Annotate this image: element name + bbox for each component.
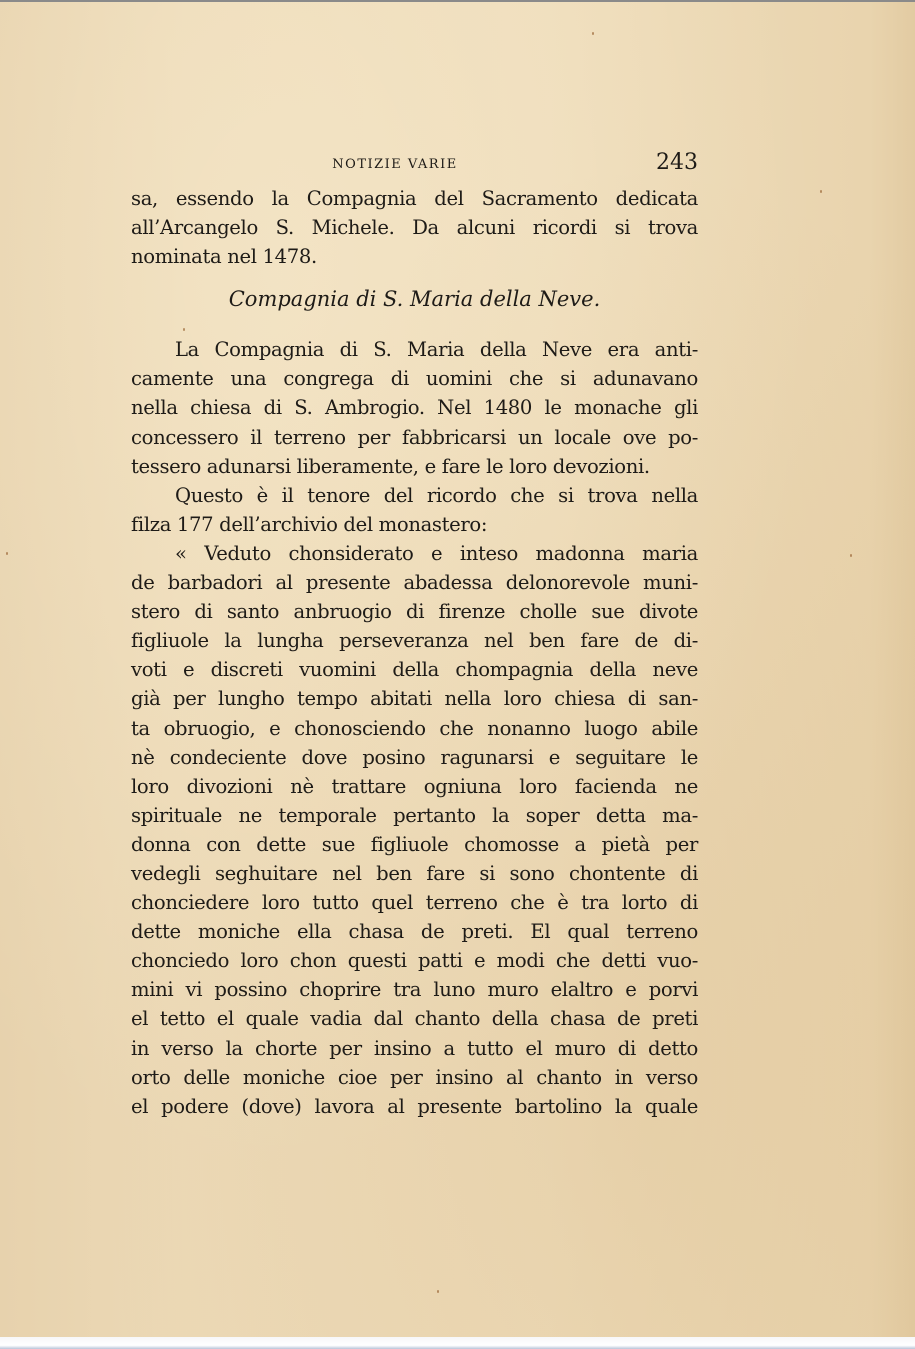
quotation-line: orto delle moniche cioe per insino al chanto in verso: [131, 1065, 698, 1089]
body-text: [131, 184, 698, 1121]
paper-fleck: [850, 554, 852, 557]
quotation-line: ta obruogio, e chonosciendo che nonanno luogo abile: [131, 716, 698, 740]
quotation-line: voti e discreti vuomini della chompagnia della neve: [131, 658, 698, 682]
running-title: NOTIZIE VARIE: [332, 157, 458, 172]
text-line: nominata nel 1478.: [131, 245, 317, 269]
quotation-line: loro divozioni nè trattare ogniuna loro facienda ne: [131, 774, 698, 798]
quotation-line: mini vi possino choprire tra luno muro elaltro e porvi: [131, 978, 698, 1002]
paper-fleck: [820, 190, 822, 193]
text-line: tessero adunarsi liberamente, e fare le loro devozioni.: [131, 454, 650, 478]
quotation-line: in verso la chorte per insino a tutto el muro di detto: [131, 1036, 698, 1060]
quotation-line: de barbadori al presente abadessa delonorevole muni-: [131, 571, 698, 595]
text-line: Questo è il tenore del ricordo che si trova nella: [175, 483, 698, 507]
quotation-line: el tetto el quale vadia dal chanto della chasa de preti: [131, 1007, 698, 1031]
quotation-line: donna con dette sue figliuole chomosse a pietà per: [131, 832, 698, 856]
text-line: camente una congrega di uomini che si adunavano: [131, 367, 698, 391]
page-number: 243: [656, 150, 698, 175]
quotation-line: stero di santo anbruogio di firenze cholle sue divote: [131, 600, 698, 624]
running-head: [130, 150, 698, 180]
quotation-line: chonciedere loro tutto quel terreno che è tra lorto di: [131, 891, 698, 915]
paper-fleck: [183, 328, 185, 331]
section-heading: Compagnia di S. Maria della Neve.: [228, 287, 601, 312]
quotation-line: nè condeciente dove posino ragunarsi e seguitare le: [131, 745, 698, 769]
quotation-line: figliuole la lungha perseveranza nel ben fare de di-: [131, 629, 698, 653]
quotation-line: spirituale ne temporale pertanto la soper detta ma-: [131, 803, 698, 827]
text-line: concessero il terreno per fabbricarsi un locale ove po-: [131, 425, 698, 449]
paper-fleck: [592, 32, 594, 35]
paper-fleck: [6, 552, 8, 555]
text-line: filza 177 dell’archivio del monastero:: [131, 512, 488, 536]
quotation-line: già per lungho tempo abitati nella loro chiesa di san-: [131, 687, 698, 711]
quotation-line: chonciedo loro chon questi patti e modi che detti vuo-: [131, 949, 698, 973]
text-line: La Compagnia di S. Maria della Neve era anti-: [175, 338, 698, 362]
quotation-line: vedegli seghuitare nel ben fare si sono chontente di: [131, 861, 698, 885]
quotation-line: « Veduto chonsiderato e inteso madonna maria: [175, 541, 698, 565]
scan-bottom-edge: [0, 1337, 915, 1349]
text-line: nella chiesa di S. Ambrogio. Nel 1480 le monache gli: [131, 396, 698, 420]
quotation-line: dette moniche ella chasa de preti. El qual terreno: [131, 920, 698, 944]
paper-fleck: [437, 1290, 439, 1293]
quotation-line: el podere (dove) lavora al presente bartolino la quale: [131, 1094, 698, 1118]
text-line: all’Arcangelo S. Michele. Da alcuni ricordi si trova: [131, 216, 698, 240]
text-line: sa, essendo la Compagnia del Sacramento dedicata: [131, 187, 698, 210]
